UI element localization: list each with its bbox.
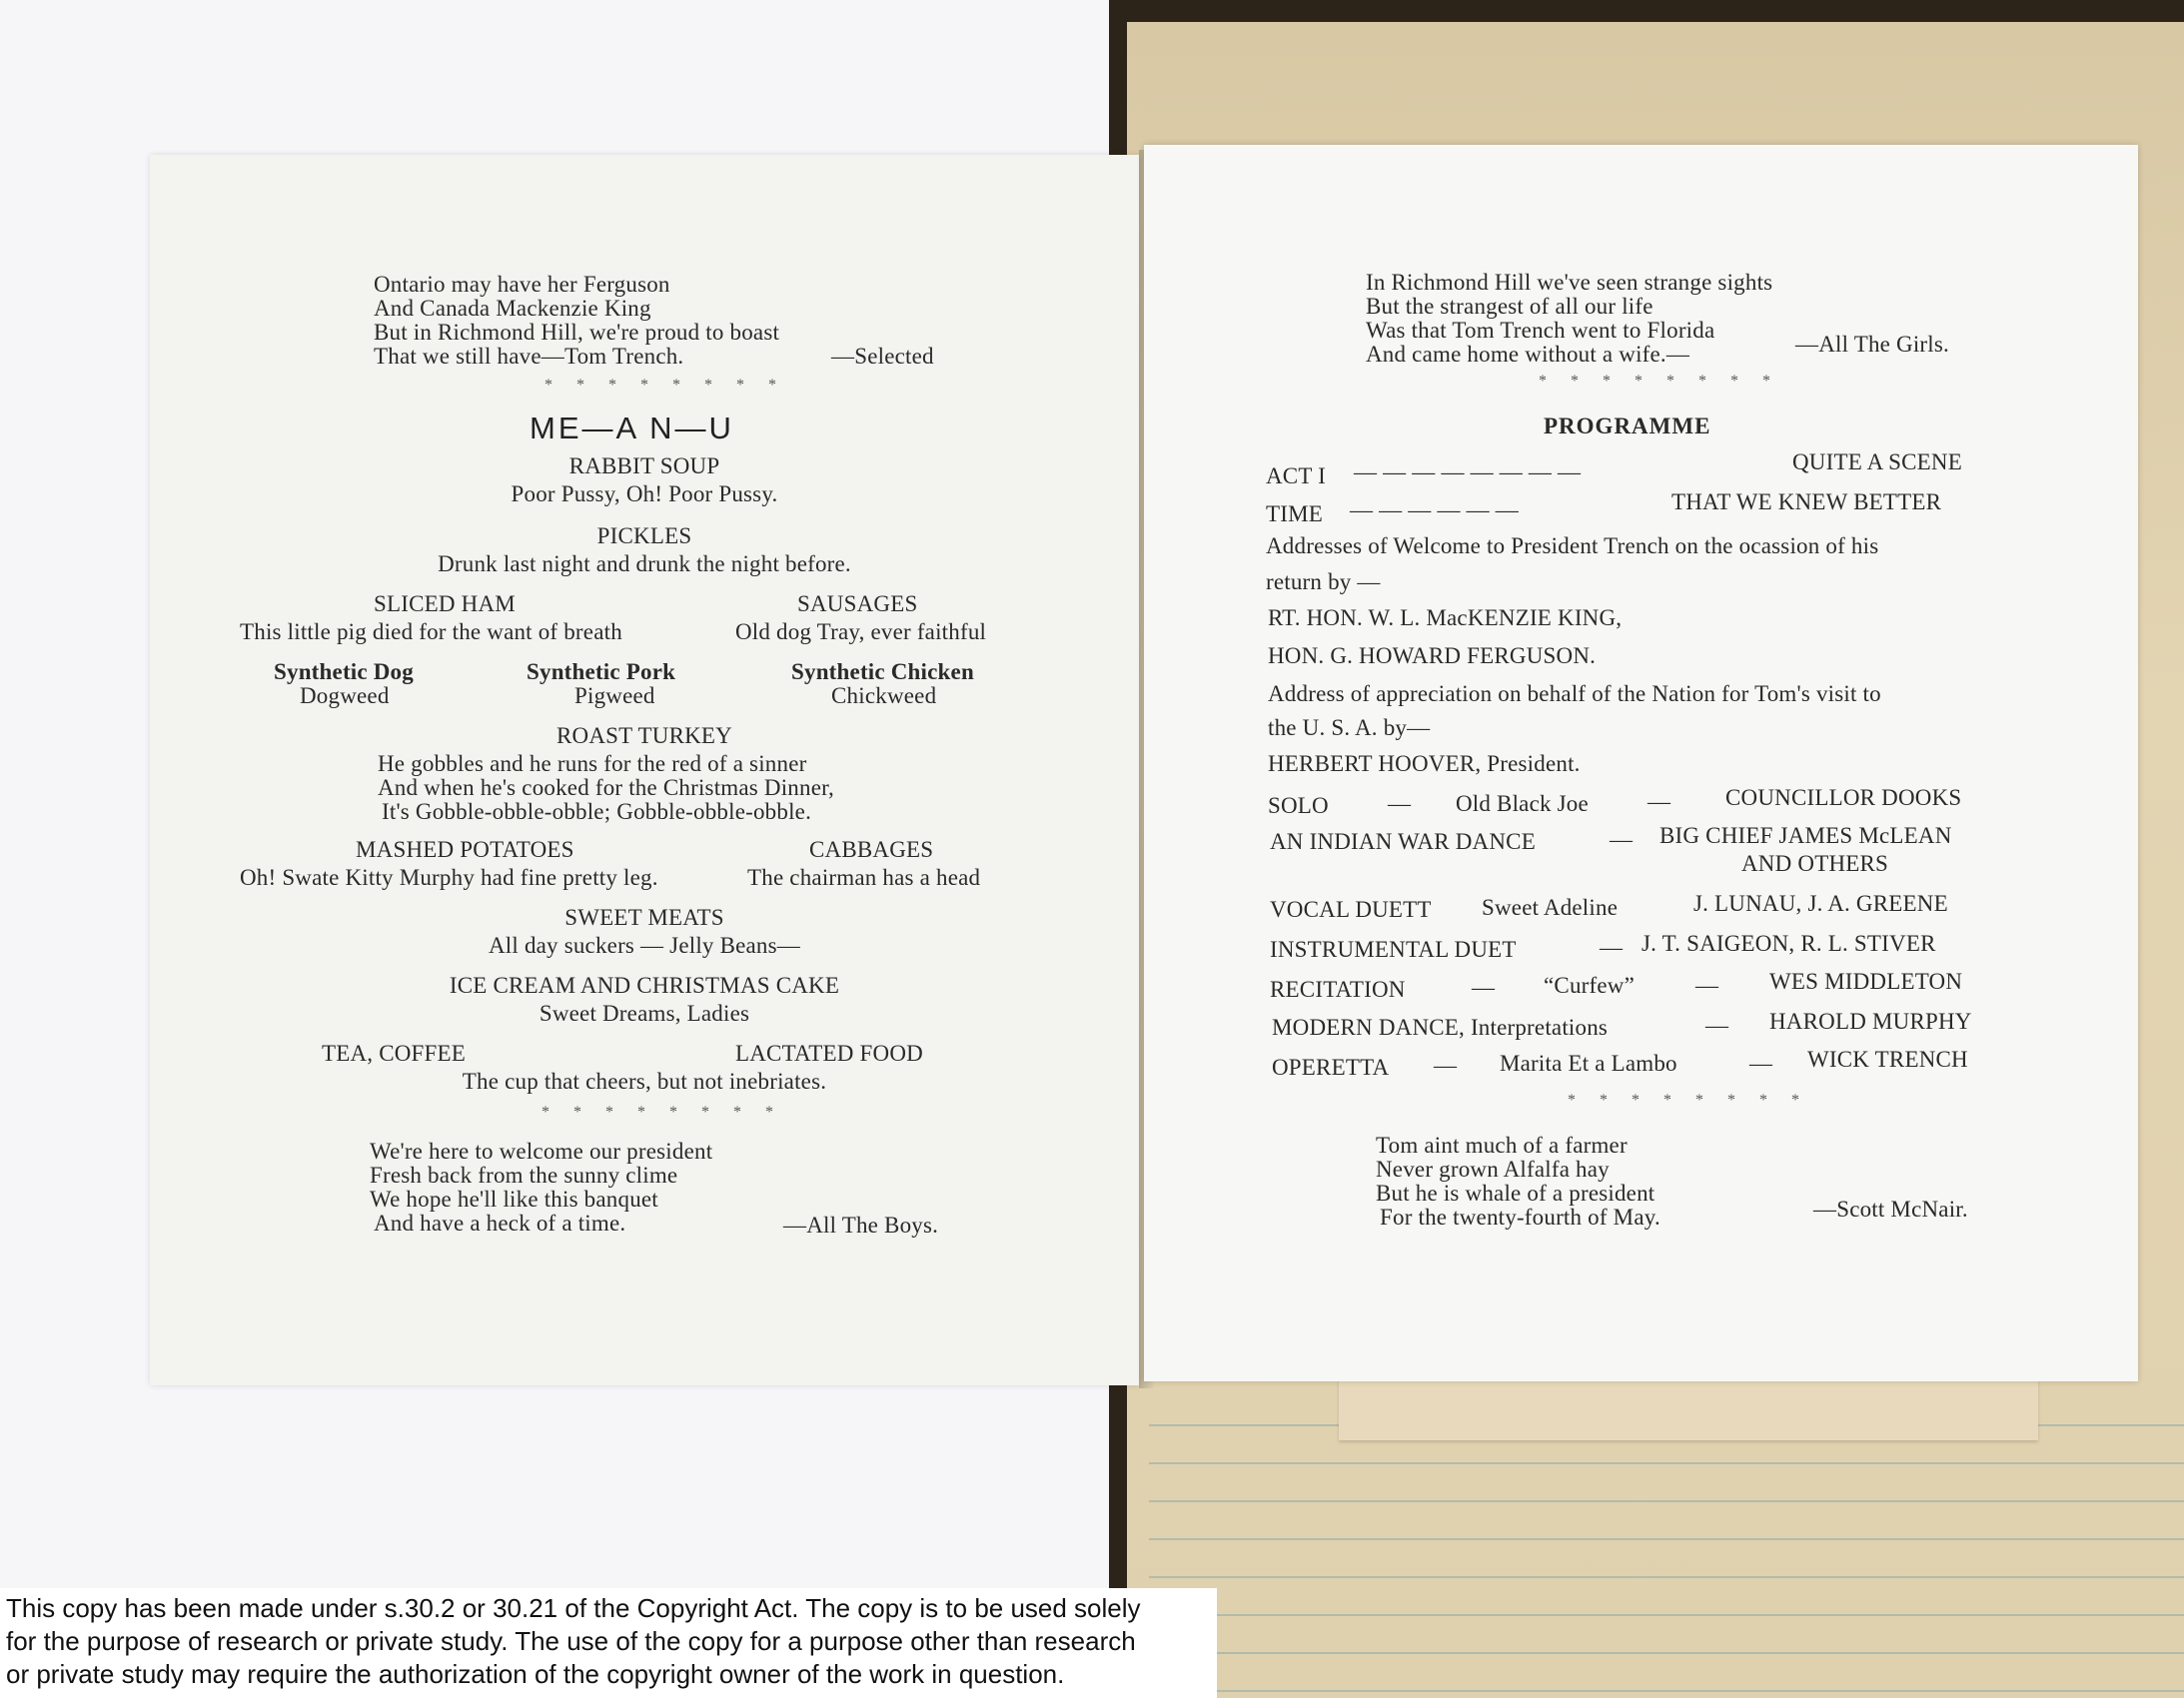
- solo-dash: —: [1647, 789, 1671, 814]
- poem-top-line: And came home without a wife.—: [1366, 342, 1690, 367]
- menu-item-pickles: PICKLES: [596, 523, 692, 548]
- poem-top-attribution: —All The Girls.: [1795, 332, 1949, 357]
- poem-bottom-attribution: —Scott McNair.: [1813, 1197, 1968, 1222]
- poem-bottom-line: But he is whale of a president: [1376, 1181, 1655, 1206]
- poem-top-line: But the strangest of all our life: [1366, 294, 1653, 319]
- menu-item-desc: Pigweed: [574, 683, 655, 708]
- vocal-duett-label: VOCAL DUETT: [1270, 897, 1432, 922]
- act-dashes: — — — — — — — —: [1354, 459, 1582, 484]
- poem-bottom-line: And have a heck of a time.: [374, 1211, 626, 1236]
- poem-bottom-attribution: —All The Boys.: [783, 1213, 939, 1238]
- menu-item-desc: The chairman has a head: [747, 865, 981, 890]
- menu-item-desc: Chickweed: [831, 683, 937, 708]
- solo-performer: COUNCILLOR DOOKS: [1725, 785, 1962, 810]
- star-divider: * * * * * * * *: [1539, 373, 1780, 390]
- menu-item-lactated-food: LACTATED FOOD: [735, 1041, 923, 1066]
- recitation-dash: —: [1695, 973, 1719, 998]
- menu-item-synthetic-dog: Synthetic Dog: [274, 659, 414, 684]
- menu-title: ME—A N—U: [530, 411, 734, 445]
- menu-item-sliced-ham: SLICED HAM: [374, 591, 516, 616]
- operetta-dash: —: [1749, 1051, 1773, 1076]
- modern-dance-label: MODERN DANCE, Interpretations: [1272, 1015, 1609, 1040]
- instrumental-duet-label: INSTRUMENTAL DUET: [1270, 937, 1517, 962]
- act-value: QUITE A SCENE: [1792, 449, 1962, 474]
- poem-top-line: In Richmond Hill we've seen strange sights: [1366, 270, 1773, 295]
- time-value: THAT WE KNEW BETTER: [1671, 489, 1942, 514]
- menu-item-cabbages: CABBAGES: [809, 837, 934, 862]
- poem-top-line: Was that Tom Trench went to Florida: [1366, 318, 1715, 343]
- operetta-performer: WICK TRENCH: [1807, 1047, 1968, 1072]
- appreciation-line: Address of appreciation on behalf of the Nation for Tom's visit to: [1268, 681, 1881, 706]
- menu-item-synthetic-chicken: Synthetic Chicken: [791, 659, 974, 684]
- copyright-notice-line: or private study may require the authorization of the copyright owner of the work in question.: [6, 1659, 1065, 1689]
- modern-dance-dash: —: [1705, 1013, 1729, 1038]
- poem-top-line: And Canada Mackenzie King: [374, 296, 651, 321]
- recitation-label: RECITATION: [1270, 977, 1406, 1002]
- solo-title: Old Black Joe: [1456, 791, 1589, 816]
- menu-item-sausages: SAUSAGES: [797, 591, 918, 616]
- poem-bottom-line: We hope he'll like this banquet: [370, 1187, 658, 1212]
- poem-bottom-line: We're here to welcome our president: [370, 1139, 713, 1164]
- star-divider: * * * * * * * *: [542, 1104, 783, 1121]
- menu-item-desc: Dogweed: [300, 683, 390, 708]
- menu-item-mashed-potatoes: MASHED POTATOES: [356, 837, 574, 862]
- indian-dance-performer: BIG CHIEF JAMES McLEAN: [1659, 823, 1952, 848]
- menu-item-sweet-meats: SWEET MEATS: [564, 905, 724, 930]
- programme-king: RT. HON. W. L. MacKENZIE KING,: [1268, 605, 1623, 630]
- programme-page: [1144, 145, 2138, 1381]
- poem-bottom-line: Fresh back from the sunny clime: [370, 1163, 678, 1188]
- poem-top-line: But in Richmond Hill, we're proud to boast: [374, 320, 780, 345]
- star-divider: * * * * * * * *: [545, 377, 786, 394]
- menu-item-desc: Poor Pussy, Oh! Poor Pussy.: [511, 481, 778, 506]
- instrumental-duet-dash: —: [1600, 935, 1624, 960]
- menu-item-desc: Old dog Tray, ever faithful: [735, 619, 987, 644]
- indian-dance-dash: —: [1610, 827, 1634, 852]
- paper-tab: [1339, 1378, 2038, 1440]
- menu-page: [150, 155, 1139, 1385]
- instrumental-duet-performers: J. T. SAIGEON, R. L. STIVER: [1641, 931, 1936, 956]
- menu-item-desc: This little pig died for the want of breath: [240, 619, 622, 644]
- poem-bottom-line: Never grown Alfalfa hay: [1376, 1157, 1610, 1182]
- operetta-dash: —: [1434, 1053, 1458, 1078]
- vocal-duett-performers: J. LUNAU, J. A. GREENE: [1693, 891, 1948, 916]
- menu-item-desc: All day suckers — Jelly Beans—: [489, 933, 800, 958]
- act-label: ACT I: [1266, 463, 1326, 488]
- poem-top-line: Ontario may have her Ferguson: [374, 272, 670, 297]
- programme-title: PROGRAMME: [1544, 414, 1711, 438]
- copyright-notice-line: for the purpose of research or private study. The use of the copy for a purpose other than research: [6, 1626, 1136, 1656]
- vocal-duett-title: Sweet Adeline: [1482, 895, 1619, 920]
- operetta-label: OPERETTA: [1272, 1055, 1390, 1080]
- solo-label: SOLO: [1268, 793, 1329, 818]
- menu-item-desc: It's Gobble-obble-obble; Gobble-obble-obble.: [382, 799, 812, 824]
- menu-item-roast-turkey: ROAST TURKEY: [556, 723, 732, 748]
- welcome-line: Addresses of Welcome to President Trench on the ocassion of his: [1266, 533, 1879, 558]
- time-dashes: — — — — — —: [1350, 497, 1519, 522]
- programme-hoover: HERBERT HOOVER, President.: [1268, 751, 1581, 776]
- copyright-notice-line: This copy has been made under s.30.2 or 30.21 of the Copyright Act. The copy is to be used solely: [6, 1593, 1141, 1623]
- menu-item-desc: Sweet Dreams, Ladies: [539, 1001, 750, 1026]
- copyright-notice: [0, 1588, 1217, 1698]
- menu-item-synthetic-pork: Synthetic Pork: [527, 659, 676, 684]
- menu-item-desc: The cup that cheers, but not inebriates.: [462, 1069, 827, 1094]
- menu-item-desc: Drunk last night and drunk the night before.: [438, 551, 851, 576]
- poem-bottom-line: Tom aint much of a farmer: [1376, 1133, 1628, 1158]
- appreciation-line: the U. S. A. by—: [1268, 715, 1431, 740]
- programme-ferguson: HON. G. HOWARD FERGUSON.: [1268, 643, 1597, 668]
- poem-top-line: That we still have—Tom Trench.: [374, 344, 684, 369]
- recitation-title: “Curfew”: [1544, 973, 1635, 998]
- menu-item-desc: Oh! Swate Kitty Murphy had fine pretty leg.: [240, 865, 658, 890]
- menu-item-desc: And when he's cooked for the Christmas Dinner,: [378, 775, 834, 800]
- star-divider: * * * * * * * *: [1568, 1092, 1809, 1109]
- poem-bottom-line: For the twenty-fourth of May.: [1380, 1205, 1660, 1230]
- recitation-dash: —: [1472, 975, 1496, 1000]
- solo-dash: —: [1388, 791, 1412, 816]
- modern-dance-performer: HAROLD MURPHY: [1769, 1009, 1972, 1034]
- time-label: TIME: [1266, 501, 1324, 526]
- welcome-line: return by —: [1266, 569, 1381, 594]
- recitation-performer: WES MIDDLETON: [1769, 969, 1963, 994]
- indian-dance-performer: AND OTHERS: [1741, 851, 1889, 876]
- menu-item-tea-coffee: TEA, COFFEE: [322, 1041, 467, 1066]
- operetta-title: Marita Et a Lambo: [1500, 1051, 1677, 1076]
- poem-top-attribution: —Selected: [831, 344, 934, 369]
- menu-item-rabbit-soup: RABBIT SOUP: [568, 453, 720, 478]
- indian-dance-label: AN INDIAN WAR DANCE: [1270, 829, 1536, 854]
- menu-item-desc: He gobbles and he runs for the red of a sinner: [378, 751, 807, 776]
- menu-item-ice-cream: ICE CREAM AND CHRISTMAS CAKE: [449, 973, 840, 998]
